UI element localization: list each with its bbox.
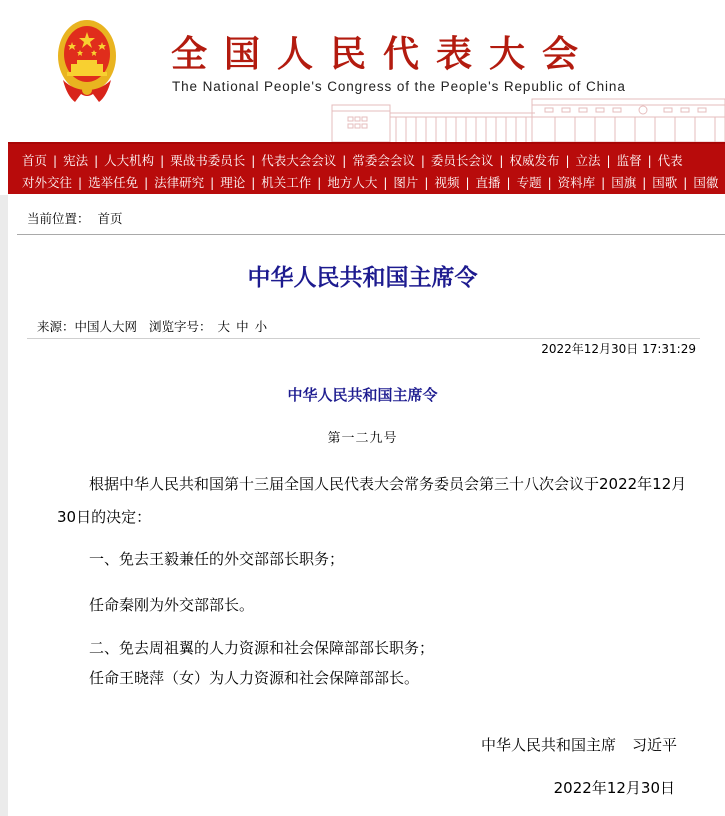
document-title: 中华人民共和国主席令	[287, 386, 438, 404]
document-number: 第一二九号	[327, 431, 398, 446]
nav-item-theory[interactable]: 理论	[220, 175, 246, 190]
nav-item-npc-sessions[interactable]: 代表大会会议	[261, 153, 337, 168]
divider	[27, 338, 700, 339]
nav-separator: |	[683, 176, 688, 190]
nav-item-supervision[interactable]: 监督	[616, 153, 642, 168]
nav-item-constitution[interactable]: 宪法	[63, 153, 89, 168]
nav-item-chairmen-council[interactable]: 委员长会议	[430, 153, 494, 168]
breadcrumb-home-link[interactable]: 首页	[97, 211, 123, 226]
divider	[17, 234, 725, 235]
site-header	[0, 0, 725, 142]
article-paragraph: 任命秦刚为外交部部长。	[89, 596, 255, 614]
article-paragraph: 任命王晓萍（女）为人力资源和社会保障部部长。	[89, 669, 420, 687]
site-title-en: The National People's Congress of the People's Republic of China	[172, 79, 626, 94]
nav-separator: |	[78, 176, 83, 190]
nav-item-local-congresses[interactable]: 地方人大	[327, 175, 378, 190]
nav-separator: |	[565, 154, 570, 168]
nav-separator: |	[53, 154, 58, 168]
signature	[481, 731, 677, 759]
article-paragraph: 二、免去周祖翼的人力资源和社会保障部部长职务；	[89, 639, 435, 657]
nav-separator: |	[210, 176, 215, 190]
signature-name: 习近平	[631, 736, 677, 754]
nav-item-national-flag[interactable]: 国旗	[611, 175, 637, 190]
font-size-medium-button[interactable]: 中	[236, 319, 249, 334]
nav-separator: |	[547, 176, 552, 190]
nav-item-national-emblem[interactable]: 国徽	[693, 175, 719, 190]
breadcrumb-label: 当前位置：	[27, 211, 90, 226]
nav-separator: |	[499, 154, 504, 168]
article-paragraph: 一、免去王毅兼任的外交部部长职务；	[89, 550, 345, 568]
nav-separator: |	[420, 154, 425, 168]
nav-item-npc-organs[interactable]: 人大机构	[104, 153, 155, 168]
main-nav	[8, 142, 725, 194]
source-label: 来源：	[37, 319, 75, 334]
nav-separator: |	[144, 176, 149, 190]
publish-timestamp: 2022年12月30日 17:31:29	[541, 342, 696, 356]
nav-row-2	[22, 172, 725, 194]
font-size-small-button[interactable]: 小	[254, 319, 268, 334]
nav-separator: |	[642, 176, 647, 190]
nav-item-standing-committee-sessions[interactable]: 常委会会议	[352, 153, 415, 168]
nav-separator: |	[94, 154, 99, 168]
nav-separator: |	[424, 176, 429, 190]
nav-item-topics[interactable]: 专题	[516, 175, 542, 190]
nav-separator: |	[601, 176, 606, 190]
nav-separator: |	[606, 154, 611, 168]
nav-separator: |	[317, 176, 322, 190]
nav-item-chairman[interactable]: 栗战书委员长	[170, 153, 246, 168]
nav-separator: |	[465, 176, 470, 190]
breadcrumb	[27, 209, 123, 227]
nav-item-deputies[interactable]: 代表	[657, 153, 683, 168]
nav-separator: |	[647, 154, 652, 168]
nav-item-elections-appointments[interactable]: 选举任免	[88, 175, 139, 190]
article-paragraph: 根据中华人民共和国第十三届全国人民代表大会常务委员会第三十八次会议于2022年12月30日的决定：	[57, 475, 687, 526]
nav-separator: |	[342, 154, 347, 168]
nav-item-office-work[interactable]: 机关工作	[261, 175, 312, 190]
font-size-large-button[interactable]: 大	[217, 319, 231, 334]
nav-separator: |	[383, 176, 388, 190]
nav-row-1	[22, 150, 725, 172]
font-size-label: 浏览字号：	[149, 319, 212, 334]
national-emblem-icon[interactable]	[57, 18, 117, 110]
nav-separator: |	[251, 154, 256, 168]
nav-item-foreign-exchanges[interactable]: 对外交往	[22, 175, 73, 190]
page-title: 中华人民共和国主席令	[247, 264, 478, 291]
site-title-cn: 全国人民代表大会	[171, 34, 596, 75]
article-meta	[37, 317, 267, 335]
nav-separator: |	[506, 176, 511, 190]
nav-item-legislation[interactable]: 立法	[575, 153, 601, 168]
nav-item-national-anthem[interactable]: 国歌	[652, 175, 678, 190]
nav-separator: |	[160, 154, 165, 168]
nav-item-authoritative-release[interactable]: 权威发布	[509, 153, 560, 168]
signature-title: 中华人民共和国主席	[480, 736, 616, 754]
great-hall-illustration	[300, 95, 725, 142]
nav-item-video[interactable]: 视频	[434, 175, 460, 190]
source-value: 中国人大网	[74, 319, 138, 334]
nav-item-live[interactable]: 直播	[475, 175, 501, 190]
nav-item-home[interactable]: 首页	[22, 153, 48, 168]
nav-item-legal-research[interactable]: 法律研究	[154, 175, 205, 190]
nav-item-database[interactable]: 资料库	[557, 175, 596, 190]
signature-date: 2022年12月30日	[553, 779, 675, 797]
nav-separator: |	[251, 176, 256, 190]
nav-item-pictures[interactable]: 图片	[393, 175, 419, 190]
